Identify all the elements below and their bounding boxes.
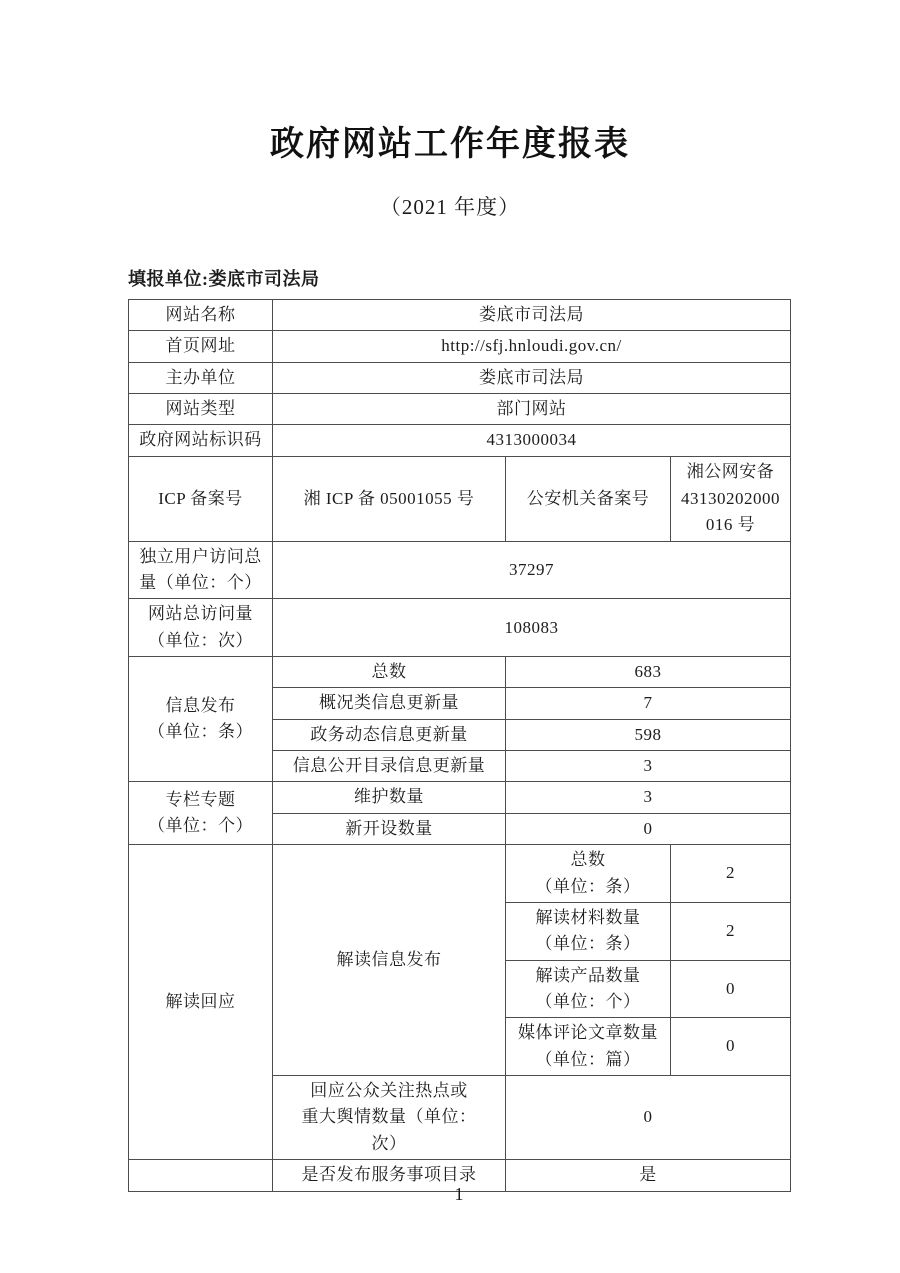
total-visits-label-line: （单位：次） [148, 630, 253, 650]
service-directory-value: 是 [506, 1159, 791, 1191]
interpretation-row-label-line: 媒体评论文章数量 [518, 1023, 658, 1043]
host-unit-label: 主办单位 [129, 362, 273, 393]
table-row-homepage-url [129, 331, 791, 362]
interpretation-row-label-line: 总数 [570, 850, 606, 870]
info-publish-group-line: （单位：条） [148, 722, 253, 742]
total-visits-label [129, 599, 273, 657]
website-type-value: 部门网站 [273, 394, 791, 425]
public-response-label-line: 回应公众关注热点或 [310, 1080, 468, 1100]
info-publish-row-label: 概况类信息更新量 [273, 688, 506, 719]
info-publish-group-label [129, 657, 273, 782]
table-row-website-type [129, 394, 791, 425]
icp-label: ICP 备案号 [129, 456, 273, 541]
unique-visitors-label [129, 541, 273, 599]
police-record-line: 湘公网安备 [686, 462, 775, 482]
website-name-value: 娄底市司法局 [273, 300, 791, 331]
columns-topics-row-label: 新开设数量 [273, 813, 506, 844]
police-record-label: 公安机关备案号 [506, 456, 671, 541]
website-type-label: 网站类型 [129, 394, 273, 425]
table-row-icp [129, 456, 791, 541]
interpretation-row-label-line: （单位：个） [535, 991, 641, 1011]
columns-topics-row-value: 3 [506, 782, 791, 813]
info-publish-row-value: 3 [506, 751, 791, 782]
unique-visitors-label-line: 量（单位：个） [139, 573, 262, 593]
info-publish-row-value: 683 [506, 657, 791, 688]
public-response-label [273, 1075, 506, 1159]
interpretation-row-label-line: （单位：篇） [535, 1049, 641, 1069]
interpretation-row-label-line: 解读材料数量 [535, 907, 641, 927]
homepage-url-value: http://sfj.hnloudi.gov.cn/ [273, 331, 791, 362]
public-response-label-line: 重大舆情数量（单位： [301, 1107, 477, 1127]
info-publish-row-label: 总数 [273, 657, 506, 688]
homepage-url-label: 首页网址 [129, 331, 273, 362]
interpretation-row-label [506, 1018, 671, 1076]
host-unit-value: 娄底市司法局 [273, 362, 791, 393]
police-record-value [671, 456, 791, 541]
police-record-line: 016 号 [705, 514, 756, 534]
interpretation-row-label-line: （单位：条） [535, 934, 641, 954]
page-title: 政府网站工作年度报表 [270, 125, 630, 163]
table-row-website-name [129, 300, 791, 331]
interpretation-row-value: 0 [671, 960, 791, 1018]
info-publish-row-value: 7 [506, 688, 791, 719]
public-response-value: 0 [506, 1075, 791, 1159]
table-row-unique-visitors [129, 541, 791, 599]
interpretation-row-label-line: （单位：条） [535, 876, 641, 896]
police-record-line: 43130202000 [681, 488, 780, 508]
table-row-host-unit [129, 362, 791, 393]
service-directory-label: 是否发布服务事项目录 [273, 1159, 506, 1191]
columns-topics-group-line: （单位：个） [148, 816, 253, 836]
unique-visitors-label-line: 独立用户访问总 [139, 546, 262, 566]
info-publish-row-value: 598 [506, 719, 791, 750]
page-number: 1 [454, 1184, 464, 1204]
interpretation-row-label [506, 845, 671, 903]
site-id-value: 4313000034 [273, 425, 791, 456]
total-visits-label-line: 网站总访问量 [148, 604, 253, 624]
table-row-total-visits [129, 599, 791, 657]
table-row-columns-maintained [129, 782, 791, 813]
interpretation-row-value: 2 [671, 845, 791, 903]
icp-value: 湘 ICP 备 05001055 号 [273, 456, 506, 541]
interpretation-row-label-line: 解读产品数量 [535, 965, 641, 985]
interpretation-publish-label: 解读信息发布 [273, 845, 506, 1076]
interpretation-row-label [506, 960, 671, 1018]
interpretation-row-label [506, 902, 671, 960]
page-subtitle: （2021 年度） [379, 195, 521, 219]
annual-report-table [128, 299, 791, 1192]
columns-topics-group-label [129, 782, 273, 845]
website-name-label: 网站名称 [129, 300, 273, 331]
table-row-site-id [129, 425, 791, 456]
info-publish-row-label: 政务动态信息更新量 [273, 719, 506, 750]
table-row-interpretation-total [129, 845, 791, 903]
unique-visitors-value: 37297 [273, 541, 791, 599]
interpretation-row-value: 2 [671, 902, 791, 960]
site-id-label: 政府网站标识码 [129, 425, 273, 456]
interpretation-group-label: 解读回应 [129, 845, 273, 1160]
total-visits-value: 108083 [273, 599, 791, 657]
columns-topics-row-value: 0 [506, 813, 791, 844]
columns-topics-group-line: 专栏专题 [165, 789, 236, 809]
public-response-label-line: 次） [371, 1133, 407, 1153]
info-publish-row-label: 信息公开目录信息更新量 [273, 751, 506, 782]
table-row-info-publish-total [129, 657, 791, 688]
info-publish-group-line: 信息发布 [165, 695, 236, 715]
interpretation-row-value: 0 [671, 1018, 791, 1076]
reporting-unit-label: 填报单位:娄底市司法局 [128, 269, 320, 289]
columns-topics-row-label: 维护数量 [273, 782, 506, 813]
